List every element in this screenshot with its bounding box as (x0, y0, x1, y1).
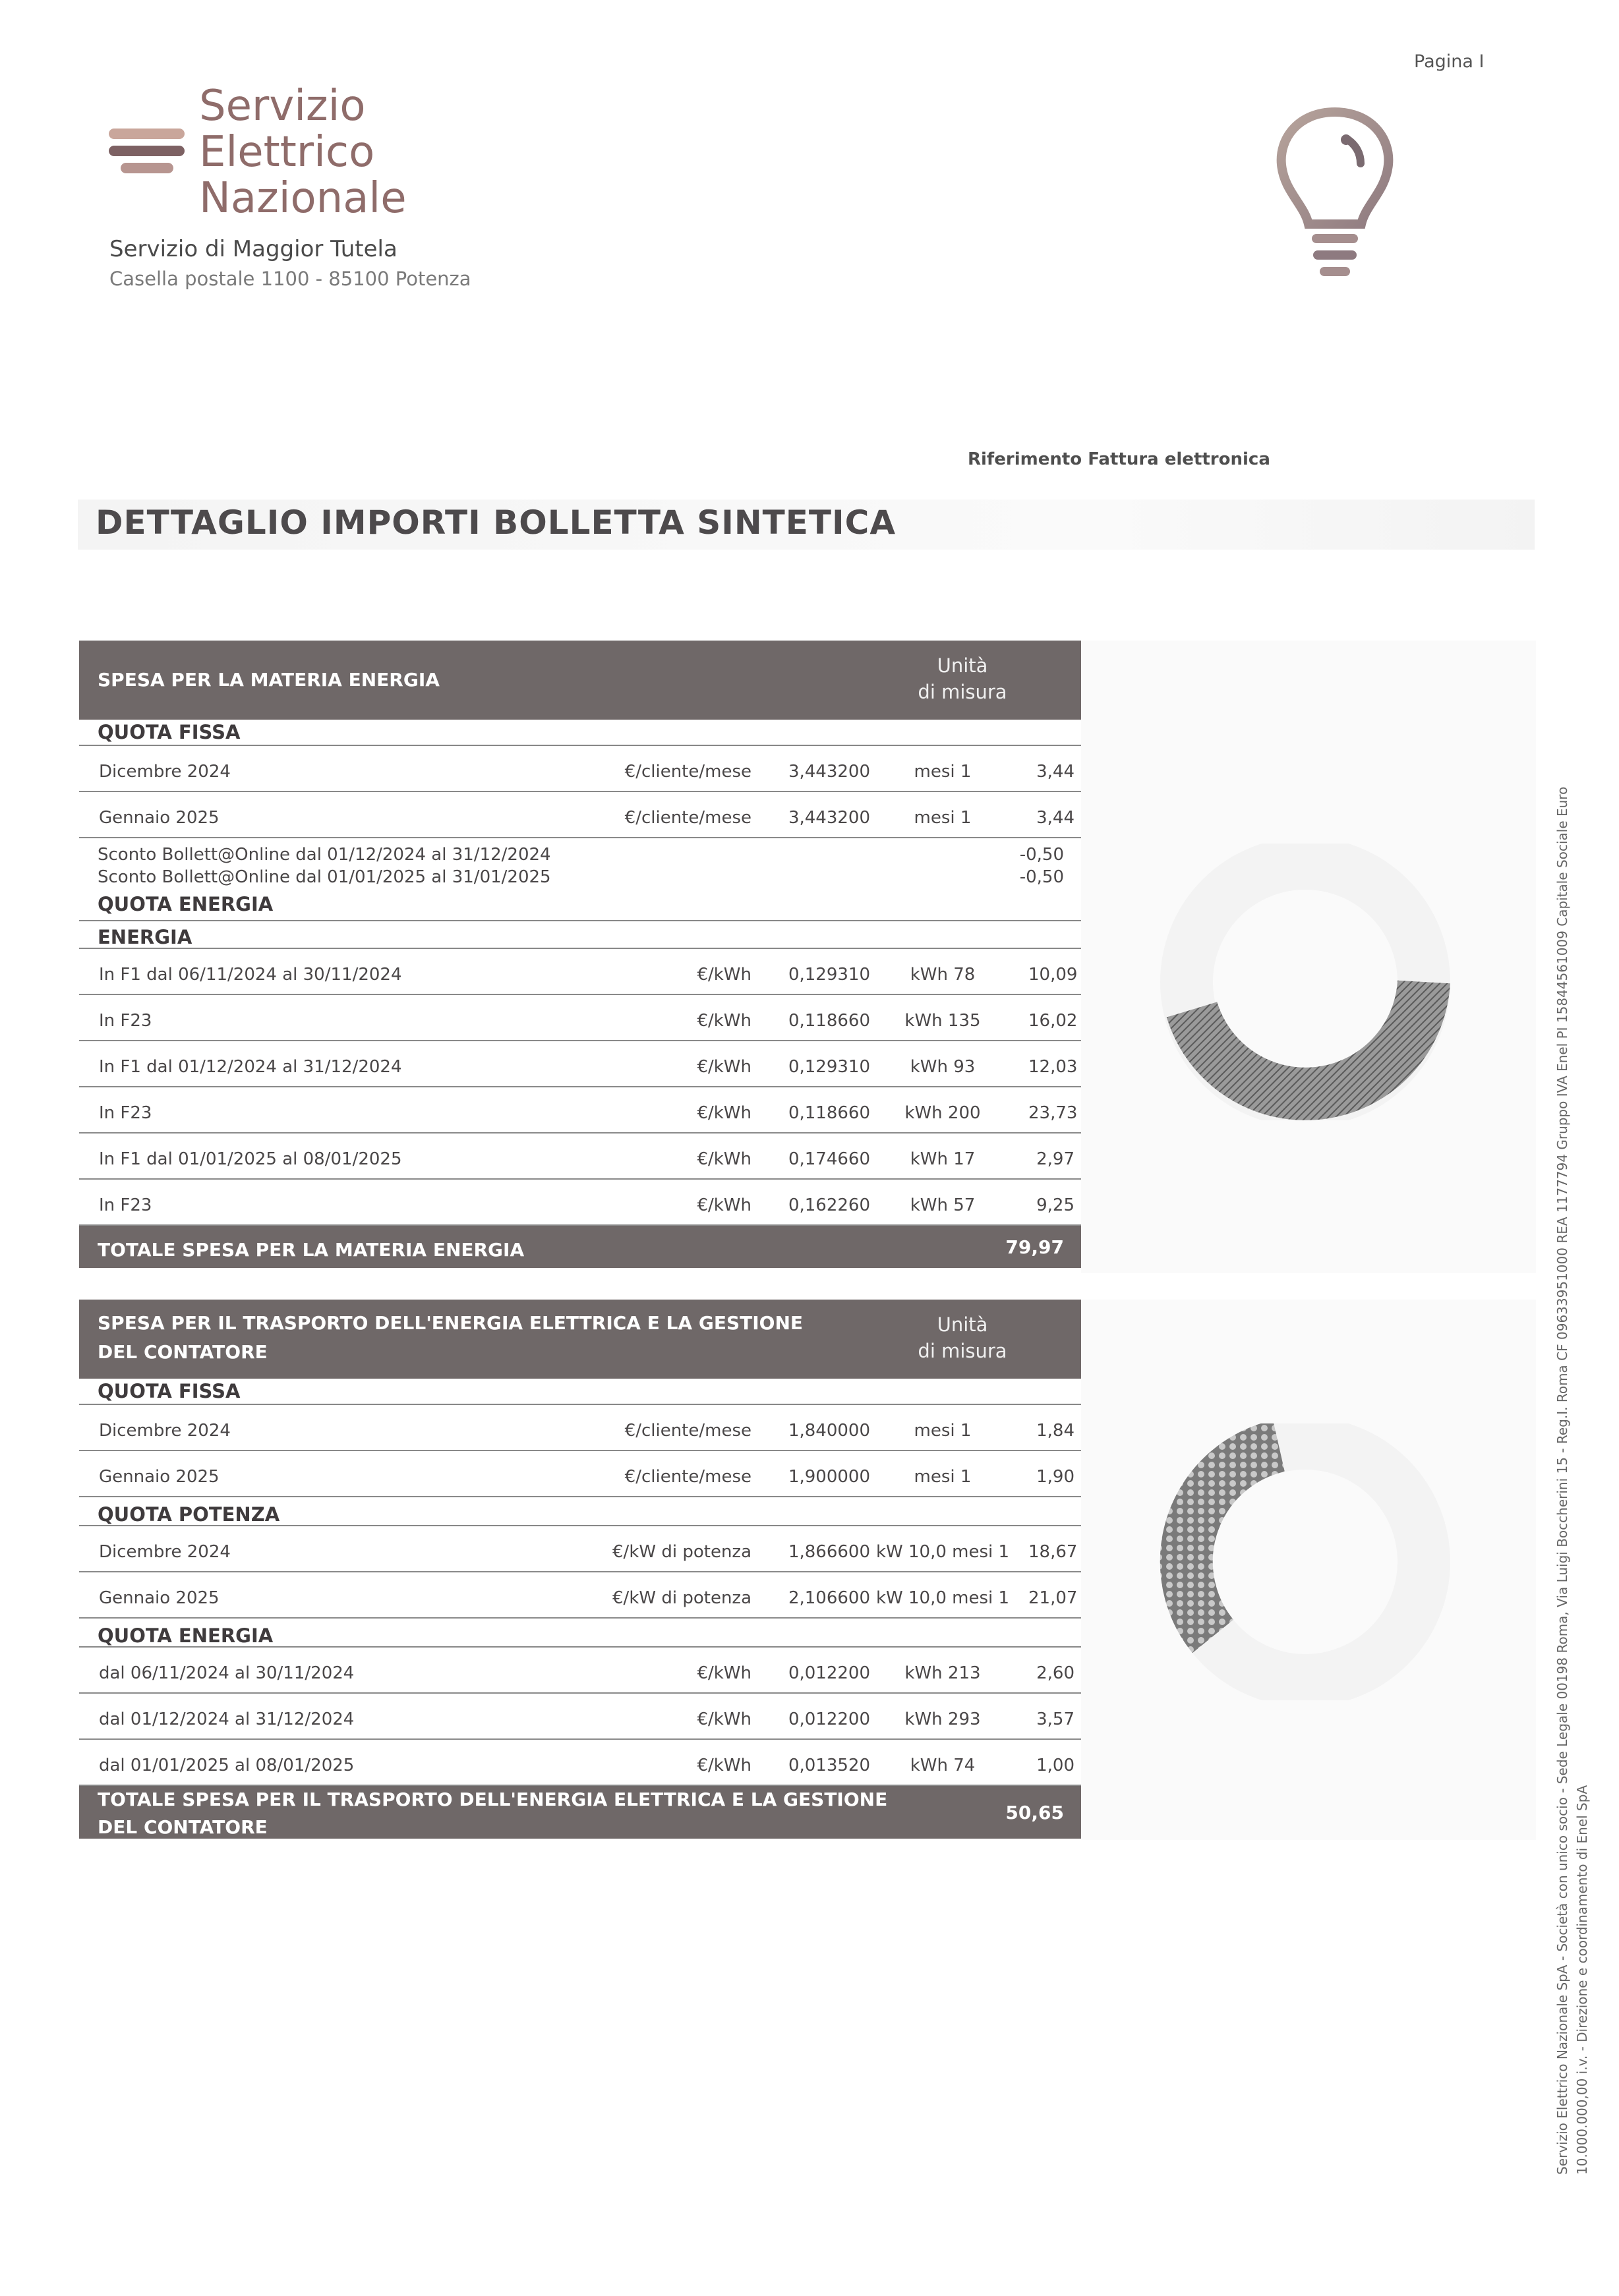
transport-total-row (79, 1786, 1081, 1839)
page-number: Pagina I (1414, 51, 1485, 72)
unit-of-measure-heading: Unità di misura (918, 1313, 1007, 1362)
table-row (79, 1087, 1081, 1134)
row-description: In F23 (99, 1103, 152, 1123)
row-amount: 3,44 (1036, 762, 1074, 782)
row-description: In F23 (99, 1195, 152, 1215)
row-quantity: kW 10,0 mesi 1 (875, 1588, 1010, 1608)
table-row (79, 995, 1081, 1041)
energy-section-title: SPESA PER LA MATERIA ENERGIA (98, 669, 440, 691)
row-amount: 1,00 (1036, 1756, 1074, 1775)
row-unit: €/kWh (697, 965, 751, 985)
row-description: Dicembre 2024 (99, 1542, 231, 1562)
service-subtitle: Servizio di Maggior Tutela (109, 236, 397, 262)
row-amount: 21,07 (1028, 1588, 1078, 1608)
row-unit-price: 0,118660 (788, 1103, 870, 1123)
row-unit: €/kWh (697, 1709, 751, 1729)
transport-section-header (79, 1300, 1081, 1379)
row-amount: 3,44 (1036, 808, 1074, 828)
quota-potenza-heading: QUOTA POTENZA (79, 1497, 1081, 1526)
energy-donut-chart (1154, 844, 1457, 1120)
row-quantity: kWh 213 (904, 1663, 981, 1683)
row-amount: 1,90 (1036, 1467, 1074, 1487)
energy-total-amount: 79,97 (1005, 1236, 1064, 1258)
quota-fissa-heading: QUOTA FISSA (79, 1379, 1081, 1405)
table-row (79, 1134, 1081, 1180)
energia-heading: ENERGIA (79, 921, 1081, 949)
row-quantity: kWh 74 (910, 1756, 976, 1775)
table-row (79, 1648, 1081, 1694)
row-quantity: kWh 57 (910, 1195, 976, 1215)
row-unit: €/kWh (697, 1149, 751, 1169)
row-unit-price: 0,012200 (788, 1709, 870, 1729)
page-title: DETTAGLIO IMPORTI BOLLETTA SINTETICA (96, 503, 897, 542)
quota-energia-heading: QUOTA ENERGIA (79, 888, 1081, 921)
row-unit-price: 0,174660 (788, 1149, 870, 1169)
unit-of-measure-heading: Unità di misura (918, 654, 1007, 703)
table-row (79, 1451, 1081, 1497)
row-unit-price: 0,129310 (788, 965, 870, 985)
row-description: Dicembre 2024 (99, 762, 231, 782)
table-row (79, 1572, 1081, 1619)
row-unit-price: 1,840000 (788, 1421, 870, 1441)
table-row (79, 949, 1081, 995)
transport-section-title: SPESA PER IL TRASPORTO DELL'ENERGIA ELETTRICA E LA GESTIONE DEL CONTATORE (98, 1312, 804, 1363)
row-description: Dicembre 2024 (99, 1421, 231, 1441)
row-description: In F1 dal 06/11/2024 al 30/11/2024 (99, 965, 402, 985)
energy-total-label: TOTALE SPESA PER LA MATERIA ENERGIA (98, 1239, 525, 1261)
table-row (79, 1694, 1081, 1740)
row-unit-price: 1,866600 (788, 1542, 870, 1562)
quota-fissa-heading: QUOTA FISSA (79, 720, 1081, 746)
row-quantity: mesi 1 (914, 1421, 972, 1441)
energy-section-header (79, 641, 1081, 720)
row-amount: 16,02 (1028, 1011, 1078, 1031)
row-quantity: mesi 1 (914, 1467, 972, 1487)
row-unit: €/cliente/mese (624, 762, 751, 782)
table-row (79, 746, 1081, 792)
row-unit-price: 0,118660 (788, 1011, 870, 1031)
energy-section (79, 641, 1081, 1268)
table-row (79, 1526, 1081, 1572)
row-amount: 18,67 (1028, 1542, 1078, 1562)
transport-total-label: TOTALE SPESA PER IL TRASPORTO DELL'ENERGIA ELETTRICA E LA GESTIONE DEL CONTATORE (98, 1789, 888, 1838)
energy-total-row (79, 1226, 1081, 1268)
row-unit: €/kWh (697, 1011, 751, 1031)
electronic-invoice-reference: Riferimento Fattura elettronica (968, 449, 1270, 469)
row-description: In F1 dal 01/12/2024 al 31/12/2024 (99, 1057, 402, 1077)
row-amount: 2,60 (1036, 1663, 1074, 1683)
row-quantity: kWh 200 (904, 1103, 981, 1123)
discount-description: Sconto Bollett@Online dal 01/12/2024 al 31/12/2024 (98, 845, 551, 865)
row-description: dal 06/11/2024 al 30/11/2024 (99, 1663, 355, 1683)
row-quantity: kWh 293 (904, 1709, 981, 1729)
row-amount: 3,57 (1036, 1709, 1074, 1729)
row-quantity: mesi 1 (914, 808, 972, 828)
row-description: In F1 dal 01/01/2025 al 08/01/2025 (99, 1149, 402, 1169)
row-amount: 12,03 (1028, 1057, 1078, 1077)
logo-mark-icon (109, 129, 185, 175)
row-unit-price: 1,900000 (788, 1467, 870, 1487)
row-amount: 1,84 (1036, 1421, 1074, 1441)
row-unit: €/cliente/mese (624, 1421, 751, 1441)
discount-row (79, 844, 1081, 866)
table-row (79, 1180, 1081, 1226)
row-unit-price: 0,162260 (788, 1195, 870, 1215)
quota-energia-heading: QUOTA ENERGIA (79, 1619, 1081, 1648)
discount-row (79, 866, 1081, 888)
row-unit: €/kW di potenza (612, 1542, 751, 1562)
table-row (79, 1740, 1081, 1786)
row-quantity: kWh 93 (910, 1057, 976, 1077)
row-unit: €/kWh (697, 1663, 751, 1683)
row-quantity: mesi 1 (914, 762, 972, 782)
transport-donut-chart (1154, 1423, 1457, 1700)
row-unit-price: 0,013520 (788, 1756, 870, 1775)
transport-total-amount: 50,65 (1005, 1802, 1064, 1823)
table-row (79, 1405, 1081, 1451)
row-unit-price: 3,443200 (788, 808, 870, 828)
row-amount: 2,97 (1036, 1149, 1074, 1169)
discount-description: Sconto Bollett@Online dal 01/01/2025 al 31/01/2025 (98, 867, 551, 887)
discount-amount: -0,50 (1019, 867, 1064, 887)
table-row (79, 1041, 1081, 1087)
row-description: In F23 (99, 1011, 152, 1031)
row-amount: 10,09 (1028, 965, 1078, 985)
row-unit: €/cliente/mese (624, 808, 751, 828)
postal-address: Casella postale 1100 - 85100 Potenza (109, 268, 471, 290)
row-unit-price: 0,129310 (788, 1057, 870, 1077)
brand-name: Servizio Elettrico Nazionale (199, 82, 407, 223)
table-row (79, 792, 1081, 838)
row-description: dal 01/12/2024 al 31/12/2024 (99, 1709, 355, 1729)
row-description: Gennaio 2025 (99, 808, 220, 828)
row-unit: €/kWh (697, 1103, 751, 1123)
row-unit-price: 2,106600 (788, 1588, 870, 1608)
row-quantity: kWh 135 (904, 1011, 981, 1031)
discount-amount: -0,50 (1019, 845, 1064, 865)
row-description: Gennaio 2025 (99, 1467, 220, 1487)
legal-footer: Servizio Elettrico Nazionale SpA - Società con unico socio - Sede Legale 00198 Roma, Via Luigi Boccherini 15 - Reg.I. Roma CF 09633951000 REA 1177794 Gruppo IVA Enel PI 15844561009 Capitale Sociale Euro 10.000.000,00 i.v. - Direzione e coordinamento di Enel SpA (1554, 786, 1590, 2175)
transport-section (79, 1300, 1081, 1839)
row-quantity: kWh 78 (910, 965, 976, 985)
row-unit: €/kWh (697, 1195, 751, 1215)
row-unit: €/cliente/mese (624, 1467, 751, 1487)
lightbulb-icon (1272, 99, 1398, 297)
row-quantity: kWh 17 (910, 1149, 976, 1169)
row-unit-price: 0,012200 (788, 1663, 870, 1683)
row-description: Gennaio 2025 (99, 1588, 220, 1608)
row-unit-price: 3,443200 (788, 762, 870, 782)
row-amount: 23,73 (1028, 1103, 1078, 1123)
row-unit: €/kWh (697, 1756, 751, 1775)
row-unit: €/kWh (697, 1057, 751, 1077)
row-amount: 9,25 (1036, 1195, 1074, 1215)
row-unit: €/kW di potenza (612, 1588, 751, 1608)
row-description: dal 01/01/2025 al 08/01/2025 (99, 1756, 355, 1775)
row-quantity: kW 10,0 mesi 1 (875, 1542, 1010, 1562)
